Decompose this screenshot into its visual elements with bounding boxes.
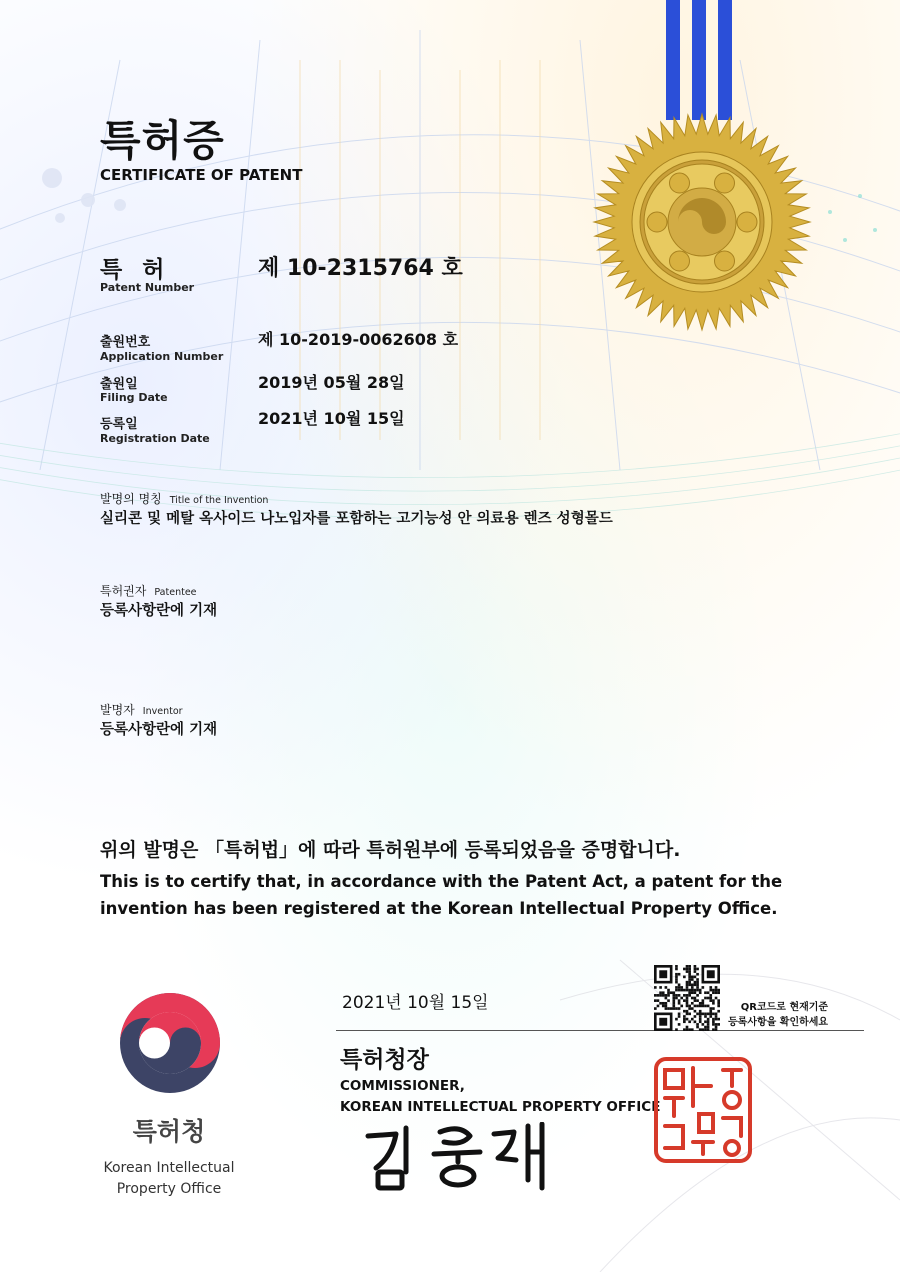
kipo-name-en-line1: Korean Intellectual [103,1160,235,1176]
patentee-heading [100,580,197,599]
kipo-name-ko: 특허청 [132,1117,206,1146]
inventor-label: 발명자 [100,703,135,717]
invention-title-label: 발명의 명칭 [100,492,162,506]
patent-number-label-en: Patent Number [100,281,195,294]
certification-statement-en-line2: invention has been registered at the Korean Intellectual Property Office. [100,899,778,918]
patent-number-value: 제 10-2315764 호 [258,256,463,281]
commissioner-title-en-line1: COMMISSIONER, [340,1078,465,1094]
certification-statement-en-line1: This is to certify that, in accordance with the Patent Act, a patent for the [100,872,783,891]
kipo-taeguk-logo [117,990,223,1096]
invention-title-heading [100,488,268,507]
patent-number-label: 특 허 [100,257,171,283]
invention-title-value: 실리콘 및 메탈 옥사이드 나노입자를 포함하는 고기능성 안 의료용 렌즈 성형몰드 [100,511,613,527]
qr-note-line1: QR코드로 현재기준 [740,1002,829,1013]
qr-code-note [728,1000,828,1030]
commissioner-signature [362,1122,562,1194]
ribbon-decoration [662,0,738,120]
registration-date-label: 등록일 [100,417,138,432]
invention-title-label-en: Title of the Invention [169,495,269,506]
certificate-title-en: CERTIFICATE OF PATENT [100,166,303,184]
signature-divider [336,1030,864,1031]
inventor-value: 등록사항란에 기재 [100,722,218,738]
filing-date-value: 2019년 05월 28일 [258,373,405,392]
patentee-value: 등록사항란에 기재 [100,603,218,619]
application-number-label: 출원번호 [100,335,151,350]
inventor-heading [100,699,183,718]
issue-date: 2021년 10월 15일 [342,993,489,1013]
application-number-label-en: Application Number [100,350,224,363]
commissioner-title: 특허청장 [340,1047,429,1073]
application-number-value: 제 10-2019-0062608 호 [258,330,459,349]
gold-seal-medal [592,112,812,332]
kipo-name-en-line2: Property Office [116,1181,222,1197]
patentee-label-en: Patentee [154,587,197,598]
filing-date-label: 출원일 [100,377,138,392]
qr-code[interactable] [654,965,720,1031]
filing-date-label-en: Filing Date [100,391,168,404]
registration-date-value: 2021년 10월 15일 [258,409,405,428]
registration-date-label-en: Registration Date [100,432,210,445]
qr-note-line2: 등록사항을 확인하세요 [728,1017,829,1028]
certification-statement-ko: 위의 발명은 「특허법」에 따라 특허원부에 등록되었음을 증명합니다. [100,839,681,861]
certificate-title: 특허증 [100,116,225,165]
official-red-stamp [653,1056,753,1164]
inventor-label-en: Inventor [142,706,183,717]
patentee-label: 특허권자 [100,584,147,598]
commissioner-title-en-line2: KOREAN INTELLECTUAL PROPERTY OFFICE [340,1099,661,1115]
